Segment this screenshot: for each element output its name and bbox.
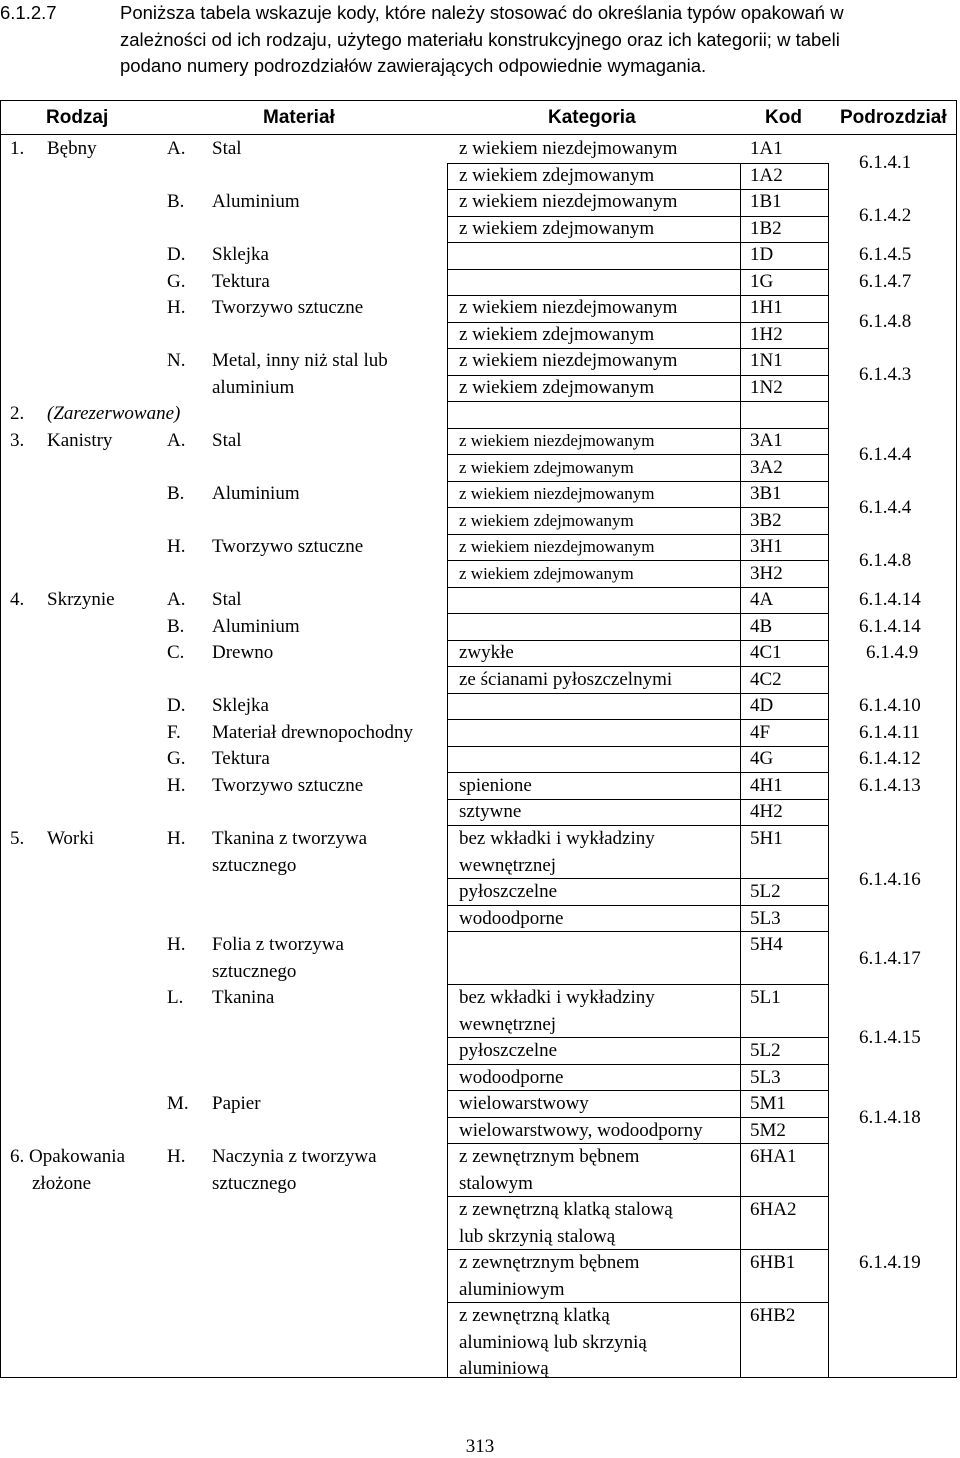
material-name: Sklejka <box>212 244 269 265</box>
code-value: 5L3 <box>750 1067 781 1088</box>
grid-line <box>447 560 828 561</box>
section-ref: 6.1.4.5 <box>859 244 912 265</box>
section-ref: 6.1.4.9 <box>866 642 919 663</box>
grid-line <box>447 719 828 720</box>
category-text: z zewnętrznym bębnem <box>459 1146 640 1167</box>
category-text: pyłoszczelne <box>459 881 558 902</box>
grid-line <box>447 454 828 455</box>
type-number: 6. <box>10 1146 25 1167</box>
category-text: wielowarstwowy <box>459 1093 589 1114</box>
code-value: 1H1 <box>750 297 783 318</box>
code-value: 1N2 <box>750 377 783 398</box>
material-name: Tworzywo sztuczne <box>212 536 364 557</box>
grid-line <box>447 905 828 906</box>
material-name: Tkanina z tworzywa <box>212 828 368 849</box>
category-text: z wiekiem niezdejmowanym <box>459 297 678 318</box>
grid-line <box>447 534 828 535</box>
category-text: bez wkładki i wykładziny <box>459 987 655 1008</box>
section-ref: 6.1.4.18 <box>859 1107 921 1128</box>
column-header-kod: Kod <box>765 107 802 128</box>
category-text: wodoodporne <box>459 1067 564 1088</box>
code-value: 1A1 <box>750 138 783 159</box>
code-value: 1A2 <box>750 165 783 186</box>
code-value: 5L2 <box>750 1040 781 1061</box>
material-letter: H. <box>167 297 186 318</box>
material-letter: B. <box>167 191 185 212</box>
material-letter: H. <box>167 934 186 955</box>
grid-line <box>447 878 828 879</box>
category-text: spienione <box>459 775 532 796</box>
category-text: z wiekiem zdejmowanym <box>459 218 655 239</box>
section-ref: 6.1.4.1 <box>859 152 912 173</box>
grid-line <box>447 1196 828 1197</box>
type-name: Bębny <box>47 138 97 159</box>
grid-line <box>447 799 828 800</box>
code-value: 1D <box>750 244 774 265</box>
grid-line <box>447 242 828 243</box>
code-value: 4A <box>750 589 774 610</box>
material-letter: H. <box>167 775 186 796</box>
material-letter: D. <box>167 695 186 716</box>
category-text: z zewnętrznym bębnem <box>459 1252 640 1273</box>
code-value: 4D <box>750 695 774 716</box>
category-text: z wiekiem niezdejmowanym <box>459 537 655 556</box>
code-value: 4H2 <box>750 801 783 822</box>
material-name: Papier <box>212 1093 261 1114</box>
material-name: Stal <box>212 138 242 159</box>
category-text: z zewnętrzną klatką stalową <box>459 1199 673 1220</box>
material-name: Tworzywo sztuczne <box>212 775 364 796</box>
intro-line: podano numery podrozdziałów zawierających odpowiednie wymagania. <box>120 55 707 76</box>
category-text: z wiekiem niezdejmowanym <box>459 350 678 371</box>
grid-line <box>447 1249 828 1250</box>
section-ref: 6.1.4.15 <box>859 1027 921 1048</box>
grid-line <box>447 348 828 349</box>
code-value: 5H4 <box>750 934 783 955</box>
material-name: Stal <box>212 430 242 451</box>
code-value: 4H1 <box>750 775 783 796</box>
section-ref: 6.1.4.14 <box>859 589 921 610</box>
material-name: Tworzywo sztuczne <box>212 297 364 318</box>
type-name: Skrzynie <box>47 589 115 610</box>
material-name: Tkanina <box>212 987 275 1008</box>
type-name: Kanistry <box>47 430 113 451</box>
category-text: bez wkładki i wykładziny <box>459 828 655 849</box>
code-value: 6HA2 <box>750 1199 797 1220</box>
material-name: sztucznego <box>212 855 297 876</box>
category-text: wewnętrznej <box>459 855 557 876</box>
category-text: z wiekiem zdejmowanym <box>459 324 655 345</box>
table-header-divider <box>0 134 957 135</box>
column-header-material: Materiał <box>263 107 335 128</box>
material-name: Tektura <box>212 271 270 292</box>
code-value: 6HB1 <box>750 1252 796 1273</box>
page-number: 313 <box>465 1436 495 1457</box>
material-name: Aluminium <box>212 191 300 212</box>
code-value: 5M1 <box>750 1093 786 1114</box>
intro-text <box>120 0 956 80</box>
grid-line <box>447 1064 828 1065</box>
material-name: Drewno <box>212 642 274 663</box>
section-ref: 6.1.4.12 <box>859 748 921 769</box>
grid-line <box>447 693 828 694</box>
type-number: 3. <box>10 430 25 451</box>
grid-line <box>447 1143 828 1144</box>
code-value: 3B1 <box>750 483 782 504</box>
code-value: 6HA1 <box>750 1146 797 1167</box>
type-name: złożone <box>32 1173 92 1194</box>
grid-line <box>447 1117 828 1118</box>
material-name: Tektura <box>212 748 270 769</box>
material-name: Materiał drewnopochodny <box>212 722 414 743</box>
code-value: 4C1 <box>750 642 782 663</box>
category-text: wewnętrznej <box>459 1014 557 1035</box>
code-value: 3H2 <box>750 563 783 584</box>
category-text: z wiekiem zdejmowanym <box>459 458 634 477</box>
material-letter: B. <box>167 616 185 637</box>
material-letter: N. <box>167 350 186 371</box>
material-letter: M. <box>167 1093 189 1114</box>
code-value: 3A2 <box>750 457 783 478</box>
category-text: pyłoszczelne <box>459 1040 558 1061</box>
code-value: 1B1 <box>750 191 782 212</box>
category-text: z wiekiem zdejmowanym <box>459 165 655 186</box>
grid-line <box>447 772 828 773</box>
grid-line <box>447 640 828 641</box>
code-value: 1N1 <box>750 350 783 371</box>
section-ref: 6.1.4.10 <box>859 695 921 716</box>
section-ref: 6.1.4.13 <box>859 775 921 796</box>
grid-line <box>447 269 828 270</box>
category-text: z wiekiem niezdejmowanym <box>459 484 655 503</box>
category-text: lub skrzynią stalową <box>459 1226 616 1247</box>
grid-line <box>447 481 828 482</box>
code-value: 5L2 <box>750 881 781 902</box>
category-text: sztywne <box>459 801 522 822</box>
section-ref: 6.1.4.7 <box>859 271 912 292</box>
code-value: 3A1 <box>750 430 783 451</box>
grid-line <box>447 189 828 190</box>
code-value: 6HB2 <box>750 1305 796 1326</box>
material-letter: C. <box>167 642 185 663</box>
category-text: z wiekiem zdejmowanym <box>459 564 634 583</box>
grid-line <box>447 666 828 667</box>
code-value: 3B2 <box>750 510 782 531</box>
grid-line <box>447 825 828 826</box>
material-name: aluminium <box>212 377 295 398</box>
column-header-kategoria: Kategoria <box>548 107 636 128</box>
grid-line <box>447 163 828 164</box>
material-letter: A. <box>167 589 186 610</box>
section-ref: 6.1.4.17 <box>859 948 921 969</box>
section-ref: 6.1.4.8 <box>859 311 912 332</box>
type-name: (Zarezerwowane) <box>47 403 181 424</box>
grid-line <box>447 401 828 402</box>
grid-line <box>447 428 828 429</box>
material-name: Metal, inny niż stal lub <box>212 350 388 371</box>
section-ref: 6.1.4.11 <box>859 722 921 743</box>
category-text: wodoodporne <box>459 908 564 929</box>
category-text: aluminiową lub skrzynią <box>459 1332 647 1353</box>
grid-line <box>447 507 828 508</box>
code-value: 5L1 <box>750 987 781 1008</box>
type-number: 2. <box>10 403 25 424</box>
category-text: z wiekiem niezdejmowanym <box>459 138 678 159</box>
code-value: 1B2 <box>750 218 782 239</box>
section-ref: 6.1.4.19 <box>859 1252 921 1273</box>
category-text: wielowarstwowy, wodoodporny <box>459 1120 703 1141</box>
section-ref: 6.1.4.2 <box>859 205 912 226</box>
grid-line <box>447 322 828 323</box>
column-header-rodzaj: Rodzaj <box>46 107 109 128</box>
material-letter: H. <box>167 828 186 849</box>
grid-line <box>447 746 828 747</box>
section-ref: 6.1.4.3 <box>859 364 912 385</box>
material-name: Folia z tworzywa <box>212 934 344 955</box>
section-ref: 6.1.4.8 <box>859 550 912 571</box>
section-ref: 6.1.4.4 <box>859 497 912 518</box>
category-text: z wiekiem zdejmowanym <box>459 377 655 398</box>
material-letter: B. <box>167 483 185 504</box>
material-letter: A. <box>167 430 186 451</box>
material-name: Naczynia z tworzywa <box>212 1146 377 1167</box>
grid-line <box>447 216 828 217</box>
category-text: z wiekiem niezdejmowanym <box>459 431 655 450</box>
grid-line <box>447 1090 828 1091</box>
material-name: sztucznego <box>212 961 297 982</box>
code-value: 4C2 <box>750 669 782 690</box>
material-name: Aluminium <box>212 616 300 637</box>
code-value: 5L3 <box>750 908 781 929</box>
section-ref: 6.1.4.14 <box>859 616 921 637</box>
code-value: 1H2 <box>750 324 783 345</box>
material-name: Stal <box>212 589 242 610</box>
grid-line <box>447 295 828 296</box>
material-letter: A. <box>167 138 186 159</box>
type-name: Worki <box>47 828 95 849</box>
column-header-podrozdzial: Podrozdział <box>840 107 947 128</box>
grid-line <box>447 984 828 985</box>
code-value: 3H1 <box>750 536 783 557</box>
material-letter: H. <box>167 1146 186 1167</box>
material-letter: G. <box>167 748 186 769</box>
material-letter: F. <box>167 722 181 743</box>
type-number: 4. <box>10 589 25 610</box>
grid-line <box>447 1037 828 1038</box>
category-text: aluminiową <box>459 1358 549 1379</box>
section-ref: 6.1.4.4 <box>859 444 912 465</box>
grid-line <box>447 587 828 588</box>
grid-line <box>447 375 828 376</box>
intro-line: Poniższa tabela wskazuje kody, które należy stosować do określania typów opakowań w <box>120 2 844 23</box>
category-text: stalowym <box>459 1173 533 1194</box>
intro-line: zależności od ich rodzaju, użytego materiału konstrukcyjnego oraz ich kategorii; w tabeli <box>120 28 840 50</box>
category-text: z zewnętrzną klatką <box>459 1305 610 1326</box>
category-text: aluminiowym <box>459 1279 565 1300</box>
grid-line <box>828 163 829 1378</box>
material-letter: D. <box>167 244 186 265</box>
material-letter: G. <box>167 271 186 292</box>
category-text: zwykłe <box>459 642 514 663</box>
code-value: 4G <box>750 748 774 769</box>
grid-line <box>447 613 828 614</box>
category-text: z wiekiem niezdejmowanym <box>459 191 678 212</box>
grid-line <box>447 1302 828 1303</box>
material-name: sztucznego <box>212 1173 297 1194</box>
category-text: ze ścianami pyłoszczelnymi <box>459 669 673 690</box>
type-number: 1. <box>10 138 25 159</box>
code-value: 4F <box>750 722 771 743</box>
grid-line <box>447 931 828 932</box>
material-letter: H. <box>167 536 186 557</box>
code-value: 4B <box>750 616 773 637</box>
material-name: Aluminium <box>212 483 300 504</box>
section-number: 6.1.2.7 <box>0 2 57 23</box>
material-letter: L. <box>167 987 184 1008</box>
code-value: 1G <box>750 271 774 292</box>
category-text: z wiekiem zdejmowanym <box>459 511 634 530</box>
section-ref: 6.1.4.16 <box>859 869 921 890</box>
type-name: Opakowania <box>29 1146 126 1167</box>
code-value: 5M2 <box>750 1120 786 1141</box>
material-name: Sklejka <box>212 695 269 716</box>
type-number: 5. <box>10 828 25 849</box>
code-value: 5H1 <box>750 828 783 849</box>
